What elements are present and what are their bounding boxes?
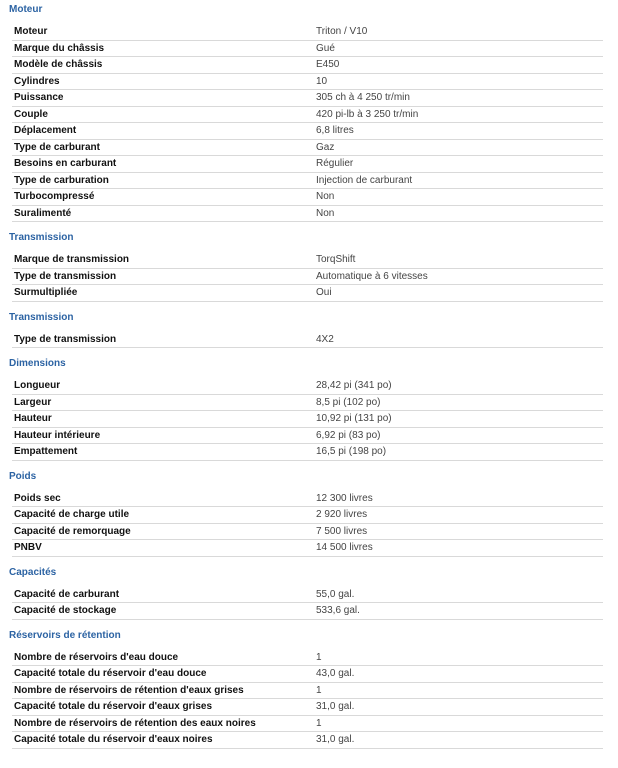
row-label: Capacité totale du réservoir d'eaux grises xyxy=(12,699,314,716)
row-label: Type de transmission xyxy=(12,332,314,348)
row-value: 8,5 pi (102 po) xyxy=(314,394,603,411)
table-row xyxy=(12,73,603,90)
row-label: Suralimenté xyxy=(12,205,314,222)
row-value: 4X2 xyxy=(314,332,603,348)
table-row xyxy=(12,40,603,57)
row-label: Marque du châssis xyxy=(12,40,314,57)
row-value: 6,8 litres xyxy=(314,123,603,140)
row-value: 31,0 gal. xyxy=(314,699,603,716)
row-label: Cylindres xyxy=(12,73,314,90)
table-row xyxy=(12,682,603,699)
row-label: Couple xyxy=(12,106,314,123)
row-label: Moteur xyxy=(12,24,314,40)
row-value: Non xyxy=(314,205,603,222)
row-value: 10 xyxy=(314,73,603,90)
row-label: Marque de transmission xyxy=(12,252,314,268)
table-row xyxy=(12,332,603,348)
spec-table xyxy=(12,378,603,461)
table-row xyxy=(12,715,603,732)
table-row xyxy=(12,139,603,156)
table-row xyxy=(12,666,603,683)
row-label: Type de carburant xyxy=(12,139,314,156)
section-title: Dimensions xyxy=(9,357,610,372)
row-value: Triton / V10 xyxy=(314,24,603,40)
section-capacites xyxy=(9,566,610,620)
row-value: 12 300 livres xyxy=(314,491,603,507)
row-value: Gaz xyxy=(314,139,603,156)
table-row xyxy=(12,205,603,222)
row-value: Injection de carburant xyxy=(314,172,603,189)
section-reservoirs xyxy=(9,629,610,749)
row-label: Hauteur intérieure xyxy=(12,427,314,444)
row-label: Capacité de stockage xyxy=(12,603,314,620)
table-row xyxy=(12,156,603,173)
row-value: 420 pi-lb à 3 250 tr/min xyxy=(314,106,603,123)
row-label: Capacité totale du réservoir d'eau douce xyxy=(12,666,314,683)
row-value: 14 500 livres xyxy=(314,540,603,557)
row-label: Type de carburation xyxy=(12,172,314,189)
table-row xyxy=(12,378,603,394)
section-poids xyxy=(9,470,610,557)
table-row xyxy=(12,540,603,557)
table-row xyxy=(12,172,603,189)
table-row xyxy=(12,603,603,620)
row-label: Longueur xyxy=(12,378,314,394)
row-label: Nombre de réservoirs d'eau douce xyxy=(12,650,314,666)
row-value: Automatique à 6 vitesses xyxy=(314,268,603,285)
row-label: Turbocompressé xyxy=(12,189,314,206)
row-label: Poids sec xyxy=(12,491,314,507)
spec-table xyxy=(12,650,603,749)
section-title: Réservoirs de rétention xyxy=(9,629,610,644)
section-drive-type xyxy=(9,311,610,349)
section-title: Capacités xyxy=(9,566,610,581)
table-row xyxy=(12,732,603,749)
spec-table xyxy=(12,252,603,302)
row-value: 31,0 gal. xyxy=(314,732,603,749)
table-row xyxy=(12,394,603,411)
section-title: Transmission xyxy=(9,311,610,326)
row-value: 2 920 livres xyxy=(314,507,603,524)
row-label: Capacité de charge utile xyxy=(12,507,314,524)
row-value: 43,0 gal. xyxy=(314,666,603,683)
table-row xyxy=(12,106,603,123)
row-value: Non xyxy=(314,189,603,206)
table-row xyxy=(12,57,603,74)
table-row xyxy=(12,491,603,507)
table-row xyxy=(12,587,603,603)
row-label: Capacité de carburant xyxy=(12,587,314,603)
row-value: 55,0 gal. xyxy=(314,587,603,603)
section-transmission xyxy=(9,231,610,302)
row-value: Oui xyxy=(314,285,603,302)
spec-table xyxy=(12,587,603,620)
section-title: Moteur xyxy=(9,3,610,18)
row-label: Nombre de réservoirs de rétention d'eaux grises xyxy=(12,682,314,699)
table-row xyxy=(12,699,603,716)
table-row xyxy=(12,189,603,206)
row-value: 10,92 pi (131 po) xyxy=(314,411,603,428)
row-value: 1 xyxy=(314,682,603,699)
table-row xyxy=(12,507,603,524)
table-row xyxy=(12,427,603,444)
table-row xyxy=(12,90,603,107)
row-value: TorqShift xyxy=(314,252,603,268)
table-row xyxy=(12,285,603,302)
row-value: 1 xyxy=(314,715,603,732)
row-value: 16,5 pi (198 po) xyxy=(314,444,603,461)
row-label: Largeur xyxy=(12,394,314,411)
section-dimensions xyxy=(9,357,610,461)
row-label: Type de transmission xyxy=(12,268,314,285)
table-row xyxy=(12,252,603,268)
table-row xyxy=(12,24,603,40)
table-row xyxy=(12,268,603,285)
table-row xyxy=(12,650,603,666)
table-row xyxy=(12,123,603,140)
spec-table xyxy=(12,491,603,557)
spec-table xyxy=(12,24,603,222)
row-value: 1 xyxy=(314,650,603,666)
row-label: Modèle de châssis xyxy=(12,57,314,74)
section-moteur xyxy=(9,3,610,222)
row-value: Gué xyxy=(314,40,603,57)
row-label: Nombre de réservoirs de rétention des eaux noires xyxy=(12,715,314,732)
row-value: 28,42 pi (341 po) xyxy=(314,378,603,394)
section-title: Transmission xyxy=(9,231,610,246)
row-label: Déplacement xyxy=(12,123,314,140)
row-value: Régulier xyxy=(314,156,603,173)
row-value: 533,6 gal. xyxy=(314,603,603,620)
table-row xyxy=(12,523,603,540)
row-value: 7 500 livres xyxy=(314,523,603,540)
table-row xyxy=(12,444,603,461)
row-value: E450 xyxy=(314,57,603,74)
row-value: 305 ch à 4 250 tr/min xyxy=(314,90,603,107)
row-label: Capacité de remorquage xyxy=(12,523,314,540)
row-label: Empattement xyxy=(12,444,314,461)
spec-table xyxy=(12,332,603,349)
section-title: Poids xyxy=(9,470,610,485)
row-label: Surmultipliée xyxy=(12,285,314,302)
row-label: Puissance xyxy=(12,90,314,107)
row-label: Capacité totale du réservoir d'eaux noires xyxy=(12,732,314,749)
row-label: Hauteur xyxy=(12,411,314,428)
table-row xyxy=(12,411,603,428)
row-label: Besoins en carburant xyxy=(12,156,314,173)
row-label: PNBV xyxy=(12,540,314,557)
row-value: 6,92 pi (83 po) xyxy=(314,427,603,444)
